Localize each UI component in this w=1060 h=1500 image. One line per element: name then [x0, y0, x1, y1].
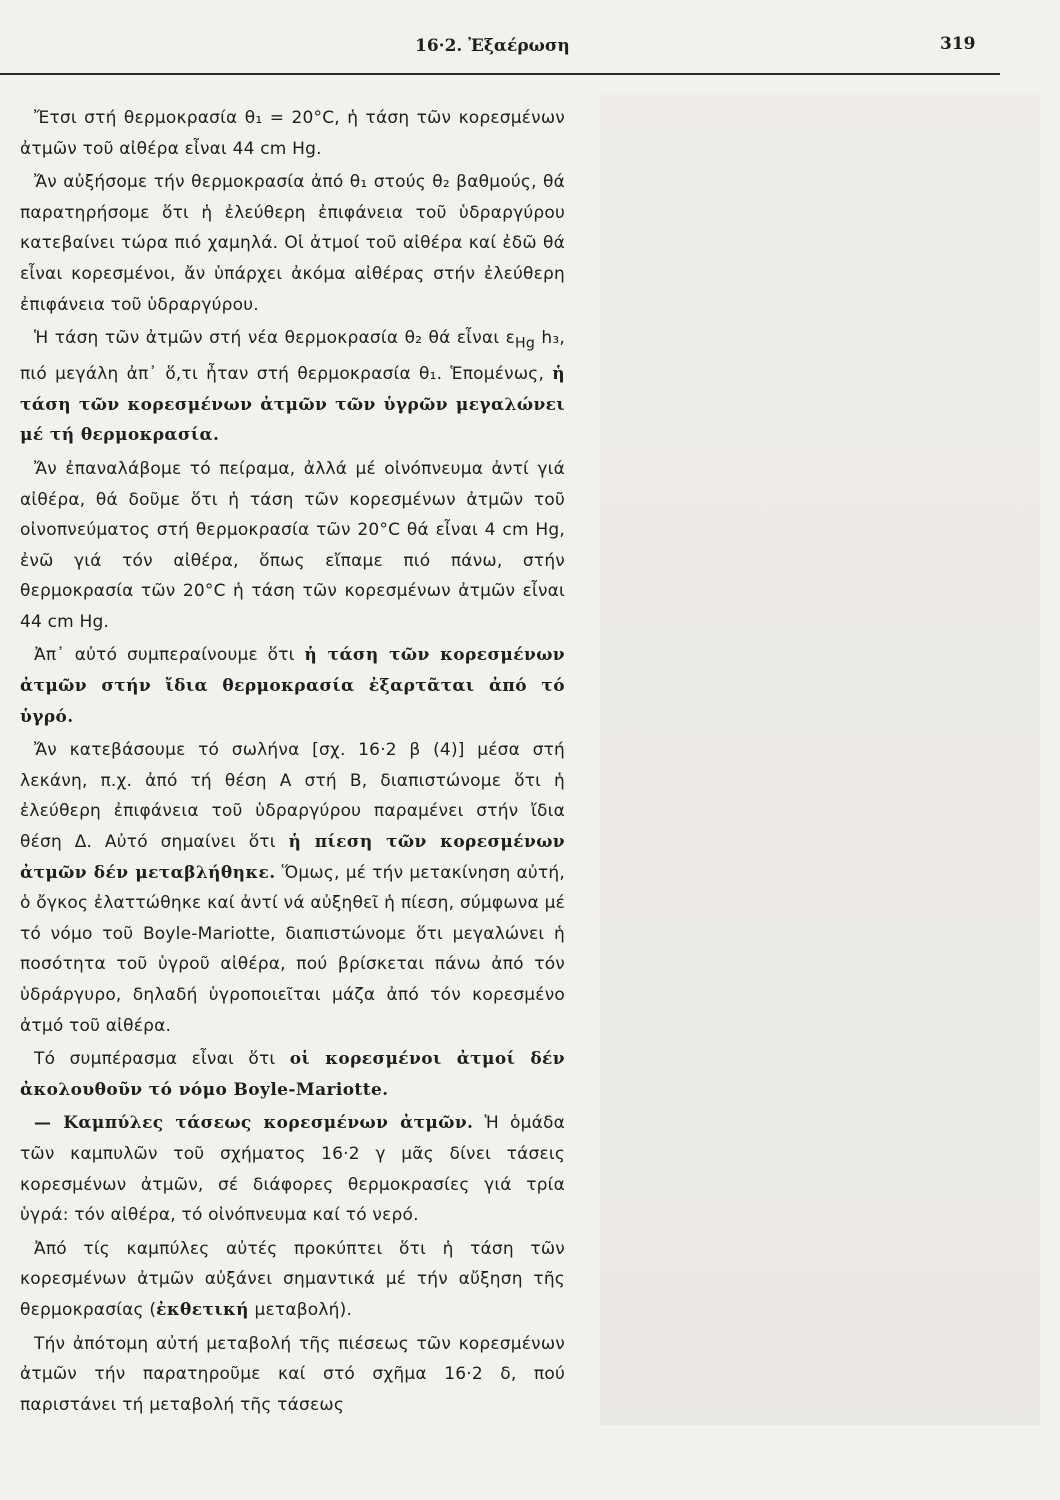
- body-paragraph: [20, 640, 565, 732]
- body-text-column: [20, 103, 565, 1423]
- body-paragraph: [20, 1234, 565, 1326]
- emphasis-text: ἡ τάση τῶν κορεσμένων ἀτμῶν στήν ἴδια θερμοκρασία ἐξαρτᾶται ἀπό τό ὑγρό.: [20, 645, 565, 727]
- page-number: 319: [940, 34, 976, 54]
- paragraph-text: Ἡ τάση τῶν ἀτμῶν στή νέα θερμοκρασία θ₂ θά εἶναι ε: [34, 328, 516, 349]
- body-paragraph: [20, 167, 565, 320]
- body-paragraph: [20, 735, 565, 1041]
- facing-page-bleed-through: [600, 95, 1040, 1425]
- emphasis-text: ἡ πίεση τῶν κορεσμένων ἀτμῶν δέν μεταβλήθηκε.: [20, 832, 565, 883]
- running-title: 16·2. Ἐξαέρωση: [415, 36, 570, 56]
- emphasis-text: — Καμπύλες τάσεως κορεσμένων ἀτμῶν.: [34, 1113, 474, 1134]
- emphasis-text: ἡ τάση τῶν κορεσμένων ἀτμῶν τῶν ὑγρῶν μεγαλώνει μέ τή θερμοκρασία.: [20, 364, 565, 446]
- paragraph-text: Ἀπό τίς καμπύλες αὐτές προκύπτει ὅτι ἡ τάση τῶν κορεσμένων ἀτμῶν αὐξάνει σημαντικά μέ τήν αὔξηση τῆς θερμοκρασίας (: [20, 1238, 565, 1320]
- paragraph-text: Ἄν ἐπαναλάβομε τό πείραμα, ἀλλά μέ οἰνόπνευμα ἀντί γιά αἰθέρα, θά δοῦμε ὅτι ἡ τάση τῶν κορεσμένων ἀτμῶν τοῦ οἰνοπνεύματος στή θερμοκρασία τῶν 20°C θά εἶναι 4 cm Hg, ἐνῶ γιά τόν αἰθέρα, ὅπως εἴπαμε πιό πάνω, στήν θερμοκρασία τῶν 20°C ἡ τάση τῶν κορεσμένων ἀτμῶν εἶναι 44 cm Hg.: [20, 458, 565, 632]
- paragraph-text: Τήν ἀπότομη αὐτή μεταβολή τῆς πιέσεως τῶν κορεσμένων ἀτμῶν τήν παρατηροῦμε καί στό σχῆμα 16·2 δ, πού παριστάνει τή μεταβολή τῆς τάσεως: [20, 1333, 565, 1415]
- emphasis-text: ἐκθετική: [156, 1299, 249, 1320]
- body-paragraph: [20, 103, 565, 164]
- paragraph-text: Τό συμπέρασμα εἶναι ὅτι: [34, 1049, 290, 1070]
- emphasis-text: οἱ κορεσμένοι ἀτμοί δέν ἀκολουθοῦν τό νόμο Boyle-Mariotte.: [20, 1049, 565, 1100]
- body-paragraph: [20, 1329, 565, 1421]
- body-paragraph: [20, 1108, 565, 1230]
- body-paragraph: [20, 323, 565, 451]
- body-paragraph: [20, 1044, 565, 1105]
- page-header: [0, 28, 1060, 68]
- paragraph-text: Ὅμως, μέ τήν μετακίνηση αὐτή, ὁ ὄγκος ἐλαττώθηκε καί ἀντί νά αὐξηθεῖ ἡ πίεση, σύμφωνα μέ τό νόμο τοῦ Boyle-Mariotte, διαπιστώνομε ὅτι μεγαλώνει ἡ ποσότητα τοῦ ὑγροῦ αἰθέρα, πού βρίσκεται πάνω ἀπό τόν ὑδράργυρο, δηλαδή ὑγροποιεῖται μάζα ἀπό τόν κορεσμένο ἀτμό τοῦ αἰθέρα.: [20, 862, 565, 1036]
- paragraph-text: μεταβολή).: [248, 1299, 353, 1320]
- subscript-text: Hg: [515, 335, 536, 352]
- body-paragraph: [20, 454, 565, 638]
- paragraph-text: h₃, πιό μεγάλη ἀπ᾽ ὅ,τι ἦταν στή θερμοκρασία θ₁. Ἑπομένως,: [20, 328, 565, 385]
- paragraph-text: Ἀπ᾽ αὐτό συμπεραίνουμε ὅτι: [34, 645, 305, 666]
- paragraph-text: Ἄν κατεβάσουμε τό σωλήνα [σχ. 16·2 β (4)] μέσα στή λεκάνη, π.χ. ἀπό τή θέση Α στή Β, διαπιστώνομε ὅτι ἡ ἐλεύθερη ἐπιφάνεια τοῦ ὑδραργύρου παραμένει στήν ἴδια θέση Δ. Αὐτό σημαίνει ὅτι: [20, 740, 565, 853]
- header-rule: [0, 73, 1000, 75]
- paragraph-text: Ἄν αὐξήσομε τήν θερμοκρασία ἀπό θ₁ στούς θ₂ βαθμούς, θά παρατηρήσομε ὅτι ἡ ἐλεύθερη ἐπιφάνεια τοῦ ὑδραργύρου κατεβαίνει τώρα πιό χαμηλά. Οἱ ἀτμοί τοῦ αἰθέρα καί ἐδῶ θά εἶναι κορεσμένοι, ἄν ὑπάρχει ἀκόμα αἰθέρας στήν ἐλεύθερη ἐπιφάνεια τοῦ ὑδραργύρου.: [20, 172, 565, 315]
- paragraph-text: Ἔτσι στή θερμοκρασία θ₁ = 20°C, ἡ τάση τῶν κορεσμένων ἀτμῶν τοῦ αἰθέρα εἶναι 44 cm Hg.: [20, 108, 565, 159]
- paragraph-text: Ἡ ὁμάδα τῶν καμπυλῶν τοῦ σχήματος 16·2 γ μᾶς δίνει τάσεις κορεσμένων ἀτμῶν, σέ διάφορες θερμοκρασίες γιά τρία ὑγρά: τόν αἰθέρα, τό οἰνόπνευμα καί τό νερό.: [20, 1113, 566, 1226]
